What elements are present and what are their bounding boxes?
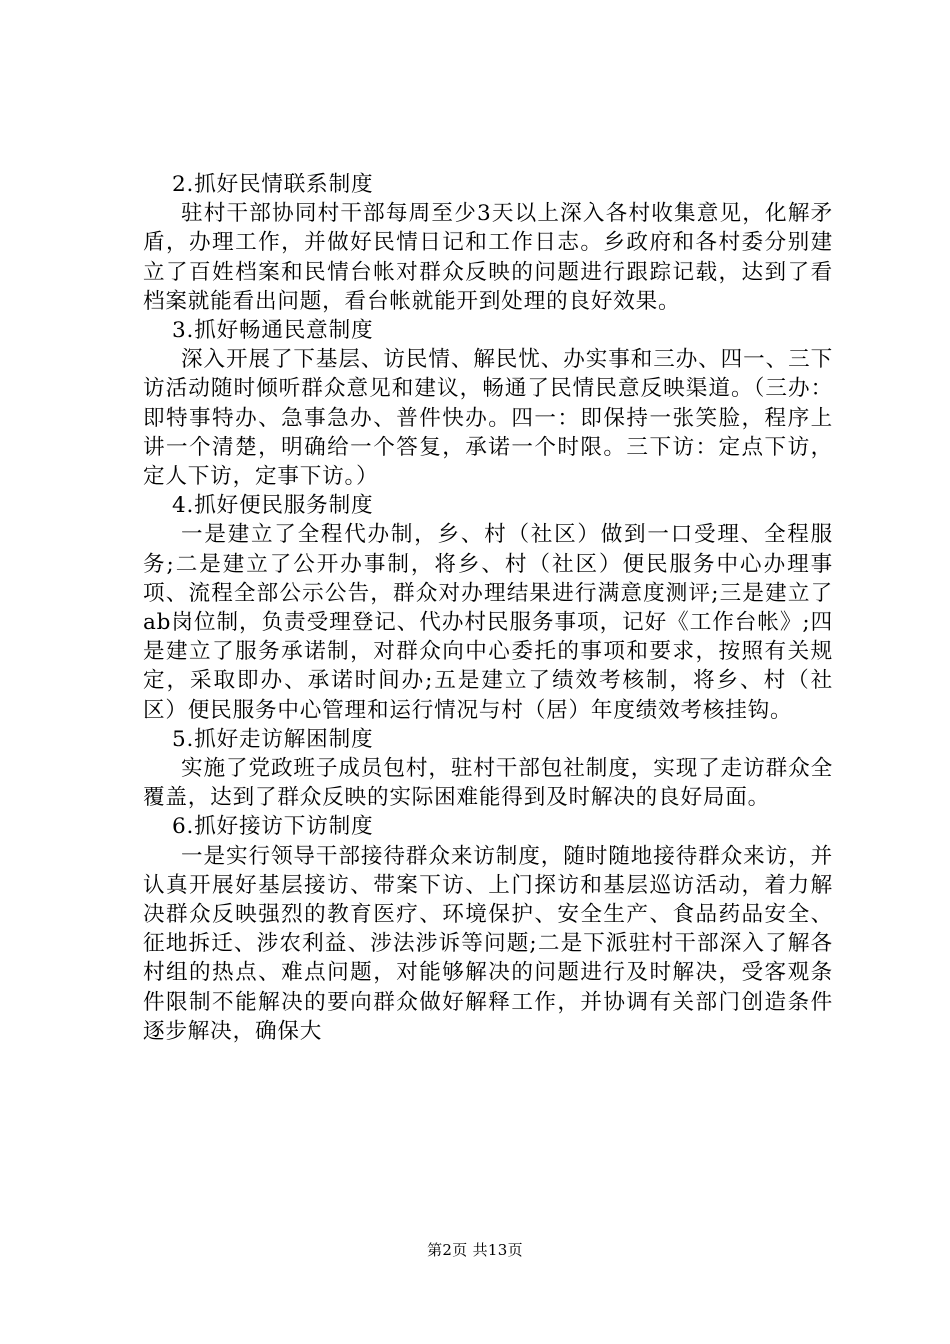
section-body-3: 深入开展了下基层、访民情、解民忧、办实事和三办、四一、三下访活动随时倾听群众意见和建议，畅通了民情民意反映渠道。（三办：即特事特办、急事急办、普件快办。四一：即保持一张笑脸，程序上讲一个清楚，明确给一个答复，承诺一个时限。三下访：定点下访，定人下访，定事下访。） (143, 347, 833, 490)
section-heading-4: 4.抓好便民服务制度 (172, 493, 374, 519)
document-body (143, 170, 833, 1046)
section-heading-5: 5.抓好走访解困制度 (172, 726, 374, 752)
section-heading-2: 2.抓好民情联系制度 (172, 172, 374, 197)
page-footer (0, 1240, 950, 1260)
page-number-label: 第2页 共13页 (427, 1241, 523, 1259)
section-body-2: 驻村干部协同村干部每周至少3天以上深入各村收集意见，化解矛盾，办理工作，并做好民情日记和工作日志。乡政府和各村委分别建立了百姓档案和民情台帐对群众反映的问题进行跟踪记载，达到了看档案就能看出问题，看台帐就能开到处理的良好效果。 (143, 201, 833, 314)
section-body-6: 一是实行领导干部接待群众来访制度，随时随地接待群众来访，并认真开展好基层接访、带案下访、上门探访和基层巡访活动，着力解决群众反映强烈的教育医疗、环境保护、安全生产、食品药品安全、征地拆迁、涉农利益、涉法涉诉等问题;二是下派驻村干部深入了解各村组的热点、难点问题，对能够解决的问题进行及时解决，受客观条件限制不能解决的要向群众做好解释工作，并协调有关部门创造条件逐步解决，确保大 (143, 843, 833, 1044)
section-body-5: 实施了党政班子成员包村，驻村干部包社制度，实现了走访群众全覆盖，达到了群众反映的实际困难能得到及时解决的良好局面。 (143, 756, 833, 811)
section-heading-6: 6.抓好接访下访制度 (172, 814, 374, 840)
section-heading-3: 3.抓好畅通民意制度 (172, 318, 374, 344)
section-body-4: 一是建立了全程代办制，乡、村（社区）做到一口受理、全程服务;二是建立了公开办事制，将乡、村（社区）便民服务中心办理事项、流程全部公示公告，群众对办理结果进行满意度测评;三是建立了ab岗位制，负责受理登记、代办村民服务事项，记好《工作台帐》;四是建立了服务承诺制，对群众向中心委托的事项和要求，按照有关规定，采取即办、承诺时间办;五是建立了绩效考核制，将乡、村（社区）便民服务中心管理和运行情况与村（居）年度绩效考核挂钩。 (143, 522, 833, 723)
